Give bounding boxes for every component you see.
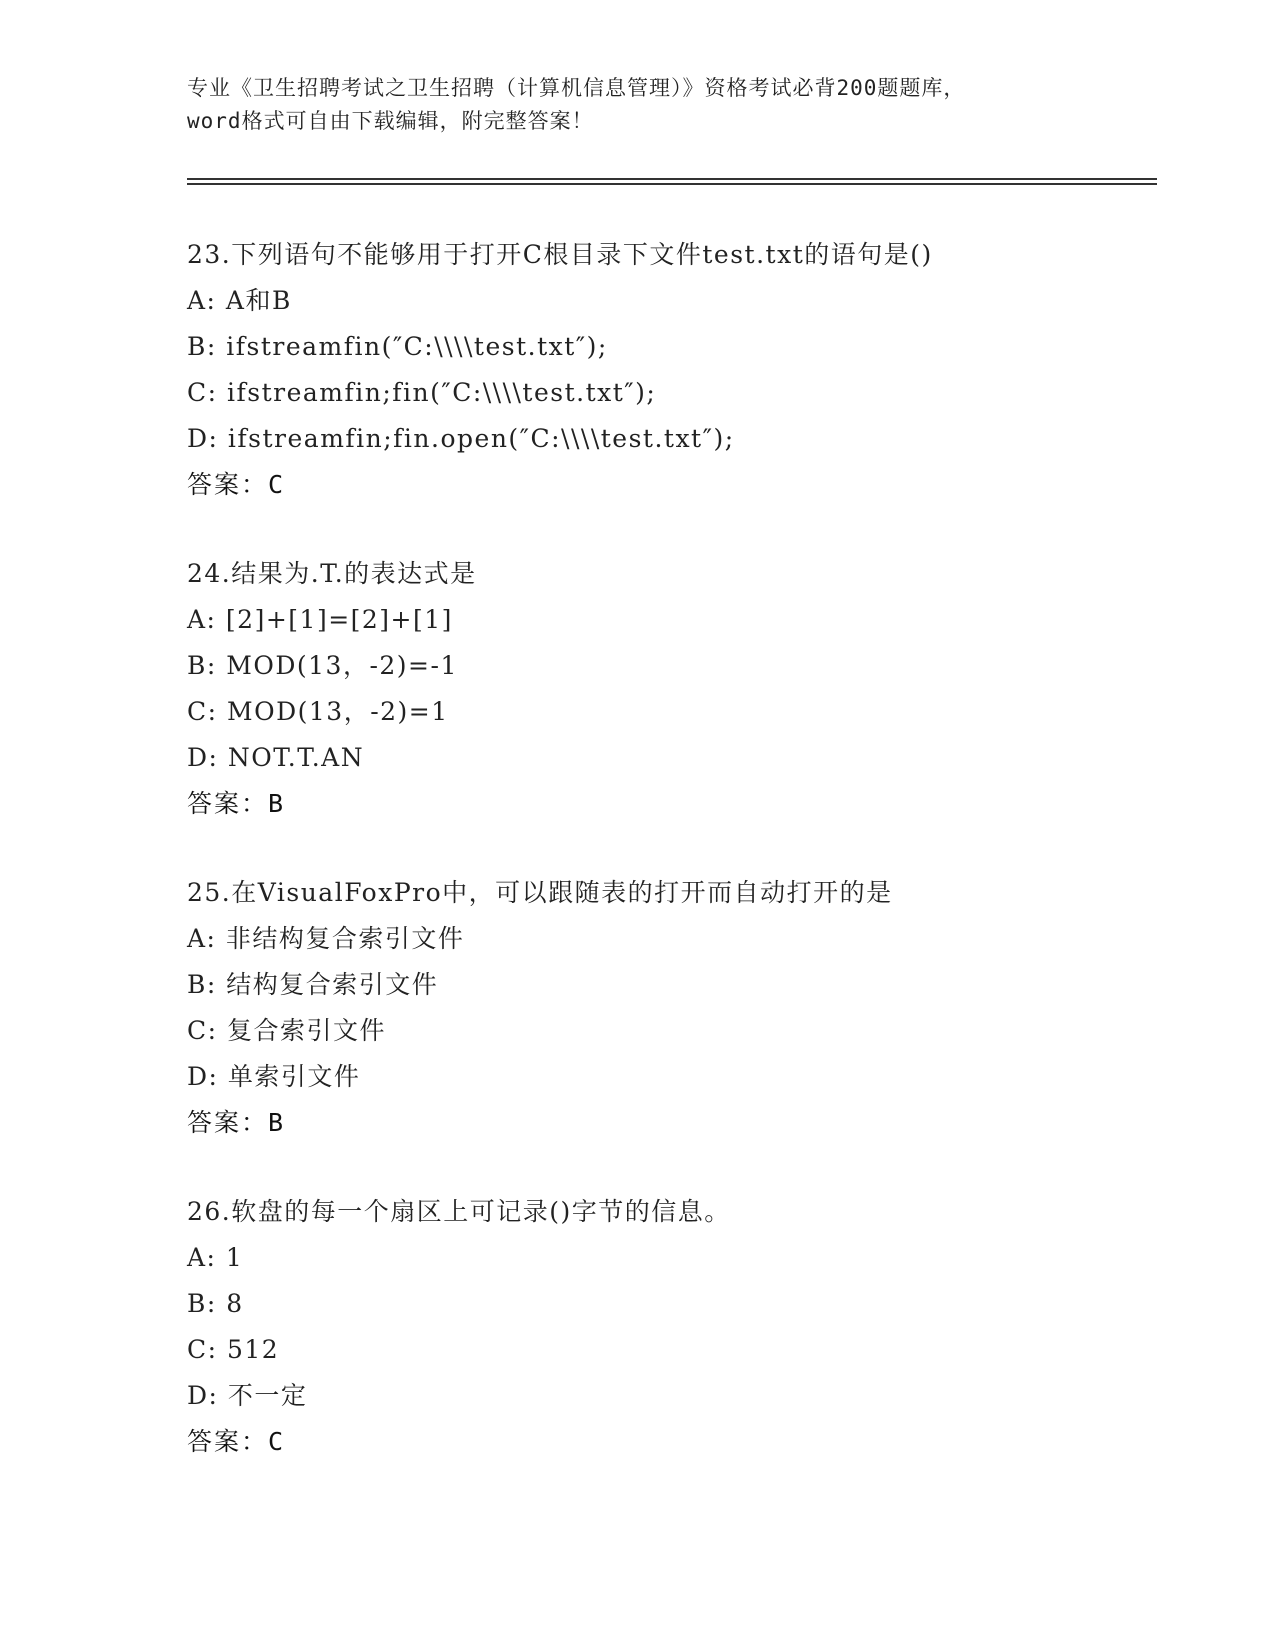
question-25 bbox=[187, 870, 1147, 1146]
option-b: B: MOD(13，-2)=-1 bbox=[187, 651, 458, 680]
option-b: B: 8 bbox=[187, 1289, 244, 1318]
answer-line bbox=[187, 1419, 1147, 1465]
answer-line bbox=[187, 462, 1147, 508]
answer-label: 答案： bbox=[187, 470, 269, 499]
answer-line bbox=[187, 781, 1147, 827]
option-d: D: 单索引文件 bbox=[187, 1062, 361, 1091]
option-a: A: 1 bbox=[187, 1243, 244, 1272]
answer-label: 答案： bbox=[187, 789, 269, 818]
answer-value: C bbox=[268, 1427, 284, 1456]
option-a: A: [2]+[1]=[2]+[1] bbox=[187, 605, 453, 634]
question-stem: 26.软盘的每一个扇区上可记录()字节的信息。 bbox=[187, 1197, 731, 1226]
option-c: C: ifstreamfin;fin(″C:\\\\test.txt″); bbox=[187, 378, 657, 407]
option-d: D: ifstreamfin;fin.open(″C:\\\\test.txt″); bbox=[187, 424, 735, 453]
question-24 bbox=[187, 551, 1147, 827]
question-stem: 23.下列语句不能够用于打开C根目录下文件test.txt的语句是() bbox=[187, 240, 933, 269]
answer-value: C bbox=[268, 470, 284, 499]
header-line-2: word格式可自由下载编辑，附完整答案！ bbox=[187, 109, 594, 133]
answer-value: B bbox=[268, 789, 284, 818]
header-divider-bottom bbox=[187, 183, 1157, 185]
answer-label: 答案： bbox=[187, 1108, 269, 1137]
header-divider-top bbox=[187, 178, 1157, 180]
answer-line bbox=[187, 1100, 1147, 1146]
option-a: A: 非结构复合索引文件 bbox=[187, 924, 465, 953]
option-d: D: 不一定 bbox=[187, 1381, 308, 1410]
option-b: B: ifstreamfin(″C:\\\\test.txt″); bbox=[187, 332, 608, 361]
question-stem: 24.结果为.T.的表达式是 bbox=[187, 559, 477, 588]
option-d: D: NOT.T.AN bbox=[187, 743, 365, 772]
answer-label: 答案： bbox=[187, 1427, 269, 1456]
option-c: C: 复合索引文件 bbox=[187, 1016, 386, 1045]
option-a: A: A和B bbox=[187, 286, 292, 315]
option-b: B: 结构复合索引文件 bbox=[187, 970, 439, 999]
question-26 bbox=[187, 1189, 1147, 1465]
question-stem: 25.在VisualFoxPro中，可以跟随表的打开而自动打开的是 bbox=[187, 878, 893, 907]
header-line-1: 专业《卫生招聘考试之卫生招聘（计算机信息管理）》资格考试必背200题题库， bbox=[187, 76, 966, 100]
document-header bbox=[187, 72, 1107, 138]
option-c: C: 512 bbox=[187, 1335, 280, 1364]
option-c: C: MOD(13，-2)=1 bbox=[187, 697, 449, 726]
question-23 bbox=[187, 232, 1147, 508]
answer-value: B bbox=[268, 1108, 284, 1137]
